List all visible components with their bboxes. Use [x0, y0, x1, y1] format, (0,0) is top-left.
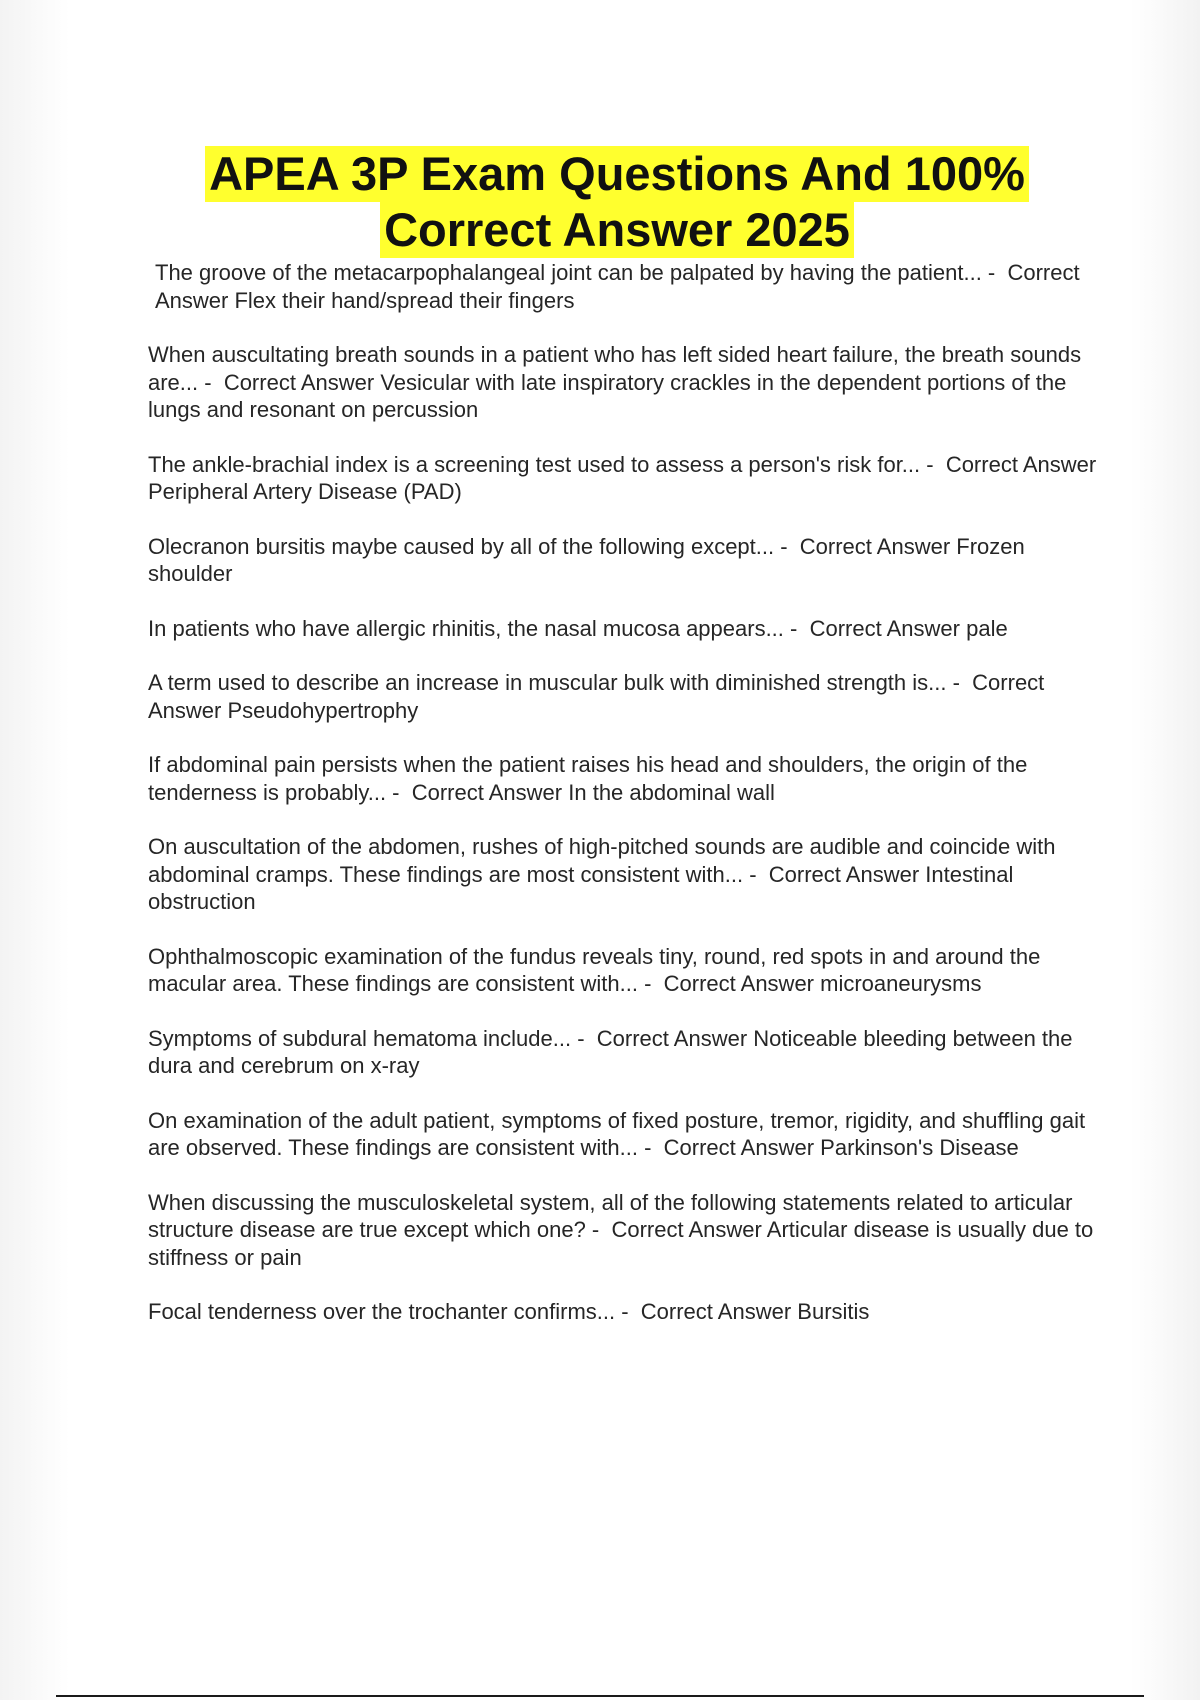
qa-item [148, 751, 1098, 806]
answer-text: In the abdominal wall [568, 779, 775, 805]
answer-separator: - [946, 670, 973, 695]
answer-text: Articular disease is usually due to stiffness or pain [148, 1217, 1094, 1270]
qa-item [148, 669, 1098, 724]
answer-label: Correct Answer [945, 451, 1097, 477]
question-text: When auscultating breath sounds in a patient who has left sided heart failure, the breath sounds are... [148, 342, 1082, 395]
answer-text: Bursitis [797, 1299, 870, 1324]
question-text: Olecranon bursitis maybe caused by all of the following except... [148, 533, 775, 559]
answer-text: Peripheral Artery Disease (PAD) [148, 479, 462, 504]
qa-item [148, 1107, 1098, 1162]
qa-item [148, 615, 1098, 643]
answer-separator: - [585, 1217, 612, 1242]
answer-separator: - [637, 971, 664, 996]
answer-separator: - [783, 615, 810, 641]
answer-text: Vesicular with late inspiratory crackles in the dependent portions of the lungs and resonant on percussion [148, 369, 1067, 422]
answer-text: Noticeable bleeding between the dura and cerebrum on x-ray [148, 1025, 1073, 1078]
answer-separator: - [743, 861, 769, 887]
qa-item [148, 259, 1098, 314]
answer-label: Correct Answer [596, 1025, 748, 1051]
answer-text: Parkinson's Disease [820, 1135, 1019, 1160]
question-text: In patients who have allergic rhinitis, the nasal mucosa appears... [148, 615, 784, 641]
question-text: On examination of the adult patient, symptoms of fixed posture, tremor, rigidity, and shuffling gait are observed. These findings are consistent with... [148, 1107, 1086, 1160]
answer-label: Correct Answer [799, 533, 951, 559]
question-text: The groove of the metacarpophalangeal joint can be palpated by having the patient... [155, 260, 982, 285]
answer-label: Correct Answer [768, 861, 920, 887]
answer-label: Correct Answer [663, 1135, 815, 1160]
answer-separator: - [386, 779, 412, 805]
answer-label: Correct Answer [411, 779, 563, 805]
question-text: Ophthalmoscopic examination of the fundus reveals tiny, round, red spots in and around the macular area. These findings are consistent with... [148, 943, 1041, 996]
qa-item [148, 533, 1098, 588]
answer-label: Correct Answer [611, 1217, 762, 1242]
question-text: A term used to describe an increase in muscular bulk with diminished strength is... [148, 670, 947, 695]
answer-text: Intestinal obstruction [148, 861, 1014, 914]
answer-separator: - [920, 451, 946, 477]
answer-label: Correct Answer [663, 971, 815, 996]
qa-list [148, 259, 1098, 1353]
document-title [0, 146, 1200, 258]
bottom-rule [56, 1695, 1144, 1697]
qa-item [148, 943, 1098, 998]
question-text: Focal tenderness over the trochanter confirms... [148, 1299, 616, 1324]
answer-separator: - [981, 260, 1008, 285]
answer-label: Correct Answer [155, 260, 1080, 313]
question-text: Symptoms of subdural hematoma include... [148, 1025, 572, 1051]
qa-item [148, 341, 1098, 424]
answer-separator: - [198, 369, 224, 395]
answer-text: microaneurysms [820, 971, 982, 996]
question-text: If abdominal pain persists when the patient raises his head and shoulders, the origin of the tenderness is probably... [148, 752, 1028, 805]
question-text: The ankle-brachial index is a screening test used to assess a person's risk for... [148, 451, 921, 477]
answer-separator: - [637, 1135, 664, 1160]
qa-item [148, 1025, 1098, 1080]
answer-label: Correct Answer [809, 615, 960, 641]
qa-item [148, 451, 1098, 506]
qa-item [148, 833, 1098, 916]
answer-text: Frozen shoulder [148, 533, 1025, 586]
answer-label: Correct Answer [148, 670, 1045, 723]
qa-item [148, 1189, 1098, 1272]
title-line-2: Correct Answer 2025 [380, 202, 854, 258]
question-text: When discussing the musculoskeletal system, all of the following statements related to articular structure disease are true except which one? [148, 1189, 1073, 1242]
answer-text: pale [966, 615, 1008, 641]
title-line-1: APEA 3P Exam Questions And 100% [205, 146, 1029, 202]
qa-item [148, 1298, 1098, 1326]
answer-text: Flex their hand/spread their fingers [234, 287, 575, 313]
answer-label: Correct Answer [223, 369, 375, 395]
answer-separator: - [774, 533, 800, 559]
answer-text: Pseudohypertrophy [227, 697, 419, 723]
answer-separator: - [571, 1025, 597, 1051]
answer-label: Correct Answer [640, 1299, 792, 1324]
question-text: On auscultation of the abdomen, rushes of high-pitched sounds are audible and coincide with abdominal cramps. These findings are most consistent with... [148, 834, 1056, 887]
answer-separator: - [615, 1299, 641, 1324]
